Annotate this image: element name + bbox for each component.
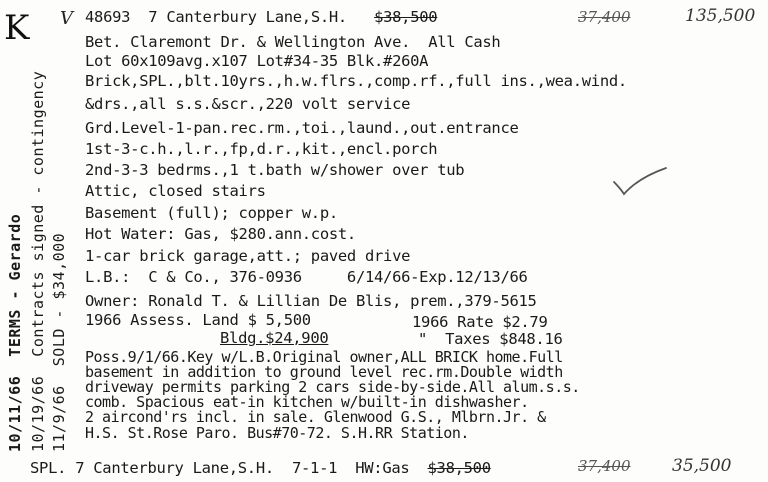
remarks-line: 2 aircond'rs incl. in sale. Glenwood G.S., Mlbrn.Jr. &	[85, 408, 546, 426]
footer-revised-price: 37,400	[578, 457, 631, 475]
assessment-taxes: " Taxes $848.16	[418, 330, 563, 348]
assessment-bldg: Bldg.$24,900	[220, 329, 329, 347]
detail-line: Bet. Claremont Dr. & Wellington Ave. All Cash	[85, 33, 501, 51]
detail-line: 1st-3-c.h.,l.r.,fp,d.r.,kit.,encl.porch	[85, 140, 438, 158]
detail-line: 1-car brick garage,att.; paved drive	[85, 247, 411, 265]
listing-number: 48693	[85, 8, 131, 26]
detail-line: Owner: Ronald T. & Lillian De Blis, prem.,379-5615	[85, 292, 537, 310]
detail-line: Grd.Level-1-pan.rec.rm.,toi.,laund.,out.entrance	[85, 119, 519, 137]
footer-type: SPL.	[30, 459, 67, 477]
remarks-line: basement in addition to ground level rec.rm.Double width	[85, 363, 563, 381]
remarks-line: Poss.9/1/66.Key w/L.B.Original owner,ALL BRICK home.Full	[85, 348, 563, 366]
remarks-line: H.S. St.Rose Paro. Bus#70-72. S.H.RR Station.	[85, 424, 469, 442]
footer-address: 7 Canterbury Lane,S.H.	[75, 459, 274, 477]
corner-mark-v: V	[60, 8, 73, 29]
assessment-land: 1966 Assess. Land $ 5,500	[85, 311, 311, 329]
header-address: 7 Canterbury Lane,S.H.	[148, 8, 347, 26]
detail-line: Hot Water: Gas, $280.ann.cost.	[85, 225, 356, 243]
remarks-line: driveway permits parking 2 cars side-by-side.All alum.s.s.	[85, 378, 580, 396]
detail-line: L.B.: C & Co., 376-0936 6/14/66-Exp.12/13/66	[85, 268, 528, 286]
side-note-contracts: 10/19/66 Contracts signed - contingency	[29, 70, 47, 452]
assessment-rate: 1966 Rate $2.79	[412, 313, 548, 331]
side-note-sold: 11/9/66 SOLD - $34,000	[50, 232, 68, 452]
detail-line: &drs.,all s.s.&scr.,220 volt service	[85, 95, 411, 113]
footer-line	[30, 459, 491, 477]
side-note-terms: 10/11/66 TERMS - Gerardo	[6, 213, 24, 452]
detail-line: Brick,SPL.,blt.10yrs.,h.w.flrs.,comp.rf.,full ins.,wea.wind.	[85, 72, 627, 90]
footer-rooms: 7-1-1	[291, 459, 338, 477]
header-line	[85, 8, 437, 26]
footer-heat: HW:Gas	[355, 459, 410, 477]
detail-line: 2nd-3-3 bedrms.,1 t.bath w/shower over tub	[85, 161, 465, 179]
header-final-price: 135,500	[685, 6, 756, 26]
check-mark-icon	[612, 166, 668, 196]
footer-old-price: $38,500	[427, 459, 491, 477]
remarks-line: comb. Spacious eat-in kitchen w/built-in dishwasher.	[85, 393, 529, 411]
header-old-price: $38,500	[374, 8, 438, 26]
footer-final-price: 35,500	[672, 456, 732, 476]
detail-line: Attic, closed stairs	[85, 182, 266, 200]
corner-mark-k: K	[4, 8, 30, 48]
detail-line: Lot 60x109avg.x107 Lot#34-35 Blk.#260A	[85, 52, 429, 70]
header-revised-price: 37,400	[578, 8, 631, 26]
detail-line: Basement (full); copper w.p.	[85, 204, 338, 222]
